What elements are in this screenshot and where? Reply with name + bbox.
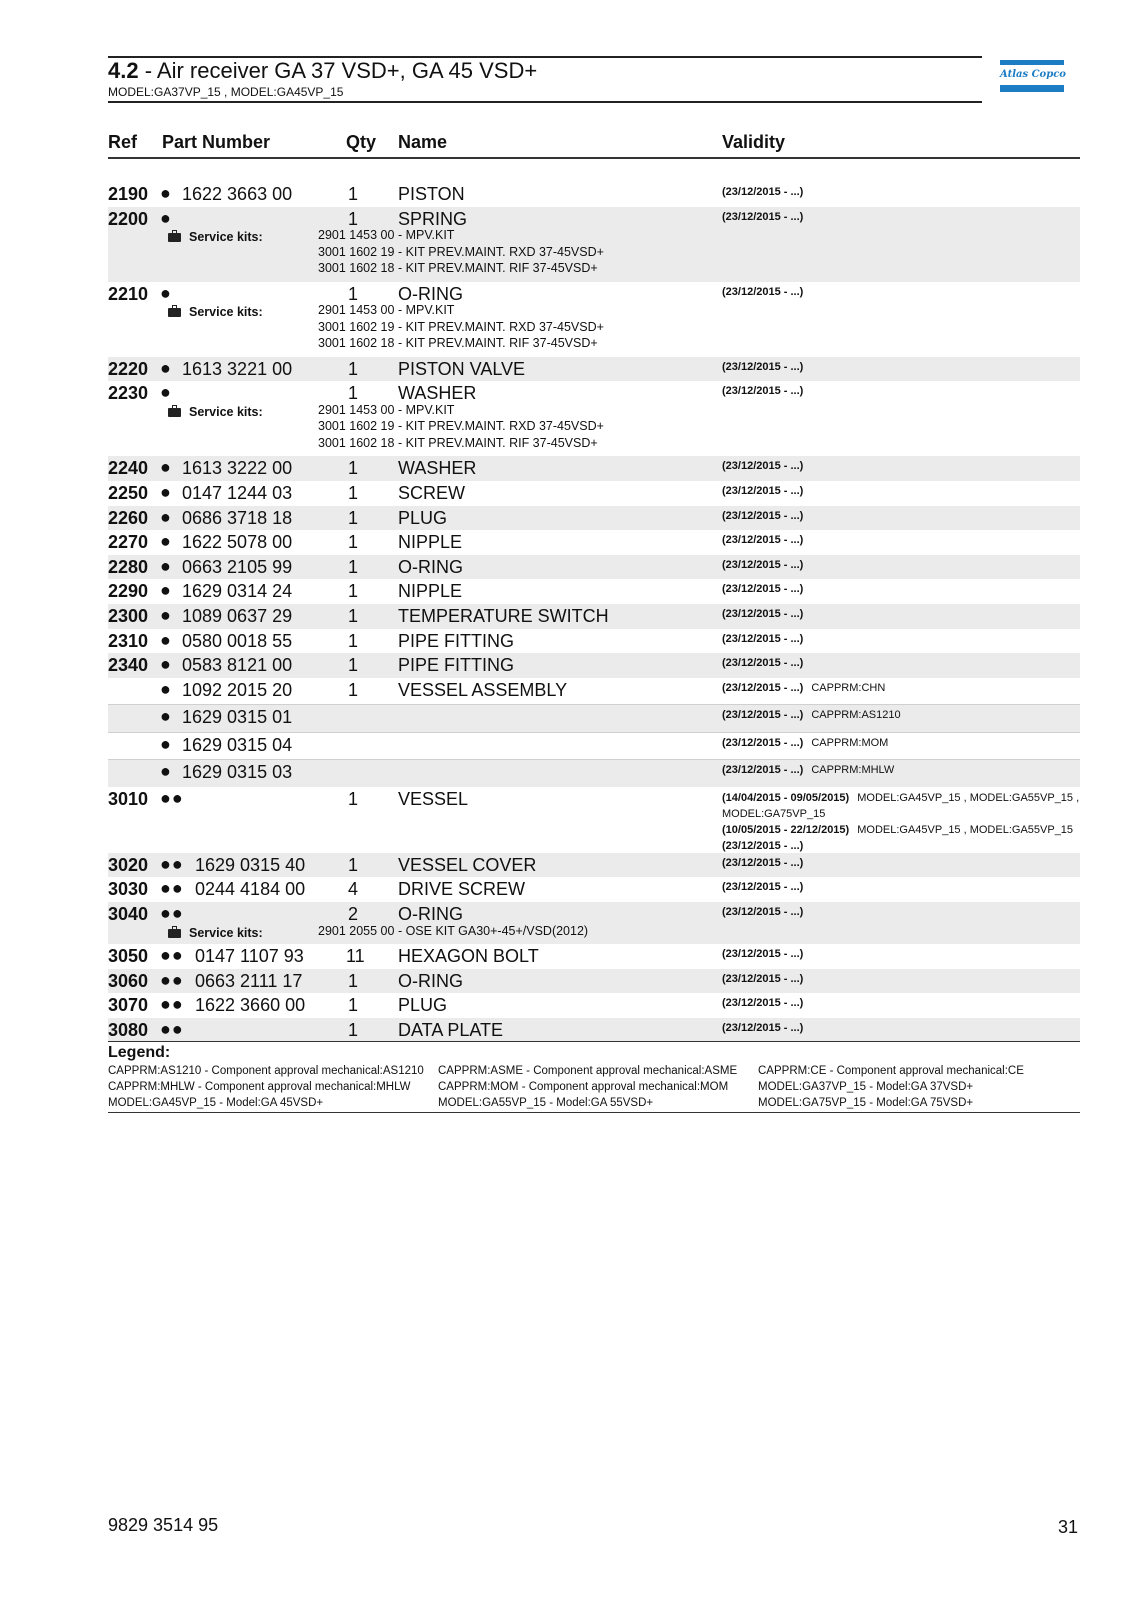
column-header-name: Name	[398, 132, 448, 152]
ref-number: 2290	[108, 581, 149, 602]
level-dots: ●	[160, 733, 172, 754]
quantity: 1	[347, 630, 358, 651]
column-header-ref: Ref	[108, 132, 138, 152]
part-name: O-RING	[398, 904, 463, 924]
ref-number: 3010	[108, 788, 149, 809]
part-name: WASHER	[398, 458, 477, 479]
level-dots: ●	[160, 382, 172, 403]
column-header-qty: Qty	[346, 132, 377, 152]
level-dots: ●	[160, 605, 172, 626]
service-kit-item: 2901 1453 00 - MPV.KIT	[318, 303, 455, 318]
table-row	[108, 629, 1080, 654]
legend-item: CAPPRM:CE - Component approval mechanical:CE	[758, 1065, 1024, 1077]
level-dots: ●	[160, 457, 172, 478]
validity	[722, 947, 803, 961]
ref-number: 3050	[108, 946, 149, 967]
validity	[722, 972, 803, 986]
ref-number: 2210	[108, 283, 149, 304]
service-kit-item: 2901 1453 00 - MPV.KIT	[318, 228, 455, 243]
part-number: 0147 1107 93	[195, 946, 304, 967]
part-name: PISTON	[398, 184, 465, 204]
briefcase-icon	[168, 929, 181, 938]
table-row	[108, 1018, 1080, 1043]
validity-line	[722, 838, 1080, 854]
ref-number: 2240	[108, 458, 149, 479]
ref-number: 3060	[108, 970, 149, 991]
table-row	[108, 877, 1080, 902]
part-name: DRIVE SCREW	[398, 879, 526, 900]
table-row	[108, 653, 1080, 678]
validity	[722, 285, 803, 299]
quantity: 1	[347, 458, 358, 479]
part-number: 1622 5078 00	[182, 532, 293, 553]
part-number: 1629 0314 24	[182, 581, 293, 602]
level-dots: ●	[160, 183, 172, 203]
quantity: 1	[347, 358, 358, 379]
part-name: O-RING	[398, 283, 463, 304]
atlas-copco-logo	[1000, 60, 1064, 96]
level-dots: ●	[160, 761, 172, 782]
quantity: 1	[347, 532, 358, 553]
validity-date: (23/12/2015 - ...)	[722, 360, 804, 373]
quantity: 1	[347, 679, 358, 700]
validity	[722, 1021, 803, 1035]
part-number: 0147 1244 03	[182, 483, 293, 504]
validity-date: (23/12/2015 - ...)	[722, 632, 804, 645]
part-number: 0663 2105 99	[182, 556, 293, 577]
level-dots: ●●	[160, 853, 184, 874]
quantity: 1	[347, 208, 358, 229]
legend-item: CAPPRM:ASME - Component approval mechanical:ASME	[438, 1065, 738, 1077]
ref-number: 2280	[108, 556, 149, 577]
logo-bar-top	[1000, 60, 1064, 65]
service-kit-item: 3001 1602 19 - KIT PREV.MAINT. RXD 37-45VSD+	[318, 319, 604, 334]
quantity: 1	[347, 507, 358, 528]
service-kit-item: 3001 1602 19 - KIT PREV.MAINT. RXD 37-45VSD+	[318, 419, 604, 434]
validity	[722, 360, 803, 374]
validity	[722, 484, 803, 498]
level-dots: ●●	[160, 878, 184, 899]
ref-number: 3040	[108, 904, 149, 924]
quantity: 1	[347, 483, 358, 504]
table-row	[108, 902, 1080, 944]
legend-item: CAPPRM:MOM - Component approval mechanical:MOM	[438, 1081, 729, 1093]
part-name: PLUG	[398, 995, 448, 1016]
column-header-part-number: Part Number	[162, 132, 271, 152]
legend-item: MODEL:GA45VP_15 - Model:GA 45VSD+	[108, 1097, 324, 1109]
validity-date: (23/12/2015 - ...)	[722, 210, 804, 223]
level-dots: ●	[160, 678, 172, 699]
service-kit-item: 2901 1453 00 - MPV.KIT	[318, 402, 455, 417]
table-row	[108, 853, 1080, 878]
part-name: DATA PLATE	[398, 1019, 504, 1040]
part-name: NIPPLE	[398, 532, 463, 553]
quantity: 1	[347, 854, 358, 875]
validity-date: (23/12/2015 - ...)	[722, 681, 804, 694]
validity-date: (23/12/2015 - ...)	[722, 186, 804, 198]
ref-number: 2250	[108, 483, 149, 504]
part-name: VESSEL	[398, 788, 469, 809]
service-kit-item: 3001 1602 18 - KIT PREV.MAINT. RIF 37-45VSD+	[318, 336, 598, 351]
quantity: 2	[347, 904, 358, 924]
legend-item: MODEL:GA37VP_15 - Model:GA 37VSD+	[758, 1081, 974, 1093]
service-kits-text: Service kits:	[189, 404, 263, 419]
ref-number: 2300	[108, 606, 149, 627]
quantity: 4	[347, 879, 358, 900]
validity-date: (10/05/2015 - 22/12/2015)	[722, 823, 850, 836]
quantity: 1	[347, 184, 358, 204]
service-kits-text: Service kits:	[189, 925, 263, 940]
briefcase-icon	[168, 408, 181, 417]
legend-rule-top	[108, 1041, 1080, 1042]
legend-item: CAPPRM:MHLW - Component approval mechanical:MHLW	[108, 1081, 411, 1093]
validity-date: (23/12/2015 - ...)	[722, 736, 804, 749]
ref-number: 2230	[108, 383, 149, 404]
approval-code: CAPPRM:MOM	[811, 736, 889, 749]
ref-number: 3020	[108, 854, 149, 875]
part-name: PISTON VALVE	[398, 358, 526, 379]
part-name: SCREW	[398, 483, 465, 504]
table-header-rule	[108, 157, 1080, 159]
legend-item: CAPPRM:AS1210 - Component approval mechanical:AS1210	[108, 1065, 424, 1077]
validity-date: (23/12/2015 - ...)	[722, 509, 804, 522]
part-name: VESSEL ASSEMBLY	[398, 679, 568, 700]
validity-date: (23/12/2015 - ...)	[722, 839, 804, 852]
validity	[722, 582, 803, 596]
table-row	[108, 678, 1080, 706]
level-dots: ●	[160, 531, 172, 552]
quantity: 1	[347, 655, 358, 676]
part-number: 1629 0315 03	[182, 762, 293, 783]
level-dots: ●●	[160, 969, 184, 990]
legend-rule-bottom	[108, 1112, 1080, 1113]
part-number: 1622 3663 00	[182, 184, 293, 204]
briefcase-icon	[168, 233, 181, 242]
part-name: PLUG	[398, 507, 448, 528]
ref-number: 2200	[108, 208, 149, 229]
service-kits-label	[168, 229, 263, 245]
table-row	[108, 182, 1080, 207]
validity	[722, 656, 803, 670]
quantity: 1	[347, 283, 358, 304]
validity-date: (23/12/2015 - ...)	[722, 385, 804, 398]
approval-code: CAPPRM:CHN	[811, 681, 886, 694]
part-number: 1092 2015 20	[182, 679, 293, 700]
validity	[722, 996, 803, 1010]
ref-number: 3070	[108, 995, 149, 1016]
level-dots: ●	[160, 654, 172, 675]
logo-bar-bottom	[1000, 85, 1064, 92]
table-row	[108, 969, 1080, 994]
validity-date: (14/04/2015 - 09/05/2015)	[722, 791, 850, 804]
part-number: 0580 0018 55	[182, 630, 293, 651]
validity-date: (23/12/2015 - ...)	[722, 972, 804, 985]
part-name: O-RING	[398, 556, 463, 577]
table-row	[108, 282, 1080, 357]
level-dots: ●	[160, 282, 172, 303]
logo-text: Atlas Copco	[1000, 69, 1066, 80]
ref-number: 2270	[108, 532, 149, 553]
ref-number: 2310	[108, 630, 149, 651]
part-number: 0583 8121 00	[182, 655, 293, 676]
part-name: VESSEL COVER	[398, 854, 537, 875]
table-row	[108, 579, 1080, 604]
validity-date: (23/12/2015 - ...)	[722, 764, 804, 777]
level-dots: ●●	[160, 903, 184, 923]
level-dots: ●●	[160, 994, 184, 1015]
validity-date: (23/12/2015 - ...)	[722, 997, 804, 1010]
part-name: WASHER	[398, 383, 477, 404]
validity	[722, 607, 803, 621]
table-row	[108, 456, 1080, 481]
validity-date: (23/12/2015 - ...)	[722, 583, 804, 596]
header-rule-bottom	[108, 101, 982, 103]
part-number: 1613 3222 00	[182, 458, 293, 479]
ref-number: 3080	[108, 1019, 149, 1040]
part-number: 0686 3718 18	[182, 507, 293, 528]
table-row	[108, 787, 1080, 853]
table-row	[108, 705, 1080, 733]
validity-date: (23/12/2015 - ...)	[722, 485, 804, 498]
service-kits-text: Service kits:	[189, 305, 263, 320]
section-number: 4.2	[108, 58, 139, 83]
legend-title: Legend:	[108, 1044, 171, 1061]
table-row	[108, 733, 1080, 761]
service-kits-label	[168, 404, 263, 420]
level-dots: ●	[160, 706, 172, 727]
validity-date: (23/12/2015 - ...)	[722, 657, 804, 670]
legend-item: MODEL:GA55VP_15 - Model:GA 55VSD+	[438, 1097, 654, 1109]
service-kit-item: 3001 1602 18 - KIT PREV.MAINT. RIF 37-45VSD+	[318, 261, 598, 276]
quantity: 1	[347, 970, 358, 991]
table-row	[108, 530, 1080, 555]
validity	[722, 708, 901, 722]
part-number: 1629 0315 40	[195, 854, 306, 875]
document-number: 9829 3514 95	[108, 1515, 219, 1535]
part-name: TEMPERATURE SWITCH	[398, 606, 609, 627]
validity-models: MODEL:GA75VP_15	[722, 807, 826, 820]
table-row	[108, 944, 1080, 969]
service-kits-text: Service kits:	[189, 230, 263, 245]
validity	[722, 632, 803, 646]
validity-date: (23/12/2015 - ...)	[722, 460, 804, 473]
part-name: SPRING	[398, 208, 468, 229]
validity-line	[722, 790, 1080, 806]
validity	[722, 210, 803, 224]
part-name: PIPE FITTING	[398, 655, 515, 676]
page-title	[108, 58, 537, 84]
validity-date: (23/12/2015 - ...)	[722, 608, 804, 621]
level-dots: ●	[160, 357, 172, 378]
part-number: 1089 0637 29	[182, 606, 293, 627]
part-name: PIPE FITTING	[398, 630, 515, 651]
quantity: 1	[347, 995, 358, 1016]
level-dots: ●	[160, 482, 172, 503]
level-dots: ●	[160, 207, 172, 228]
validity-models: MODEL:GA45VP_15 , MODEL:GA55VP_15	[857, 823, 1074, 836]
quantity: 11	[346, 946, 365, 967]
validity	[722, 880, 803, 894]
validity-date: (23/12/2015 - ...)	[722, 906, 804, 918]
service-kit-item: 3001 1602 18 - KIT PREV.MAINT. RIF 37-45VSD+	[318, 435, 598, 450]
service-kits-label	[168, 304, 263, 320]
quantity: 1	[347, 581, 358, 602]
parts-table	[108, 182, 1080, 1042]
level-dots: ●	[160, 506, 172, 527]
model-list: MODEL:GA37VP_15 , MODEL:GA45VP_15	[108, 85, 344, 99]
validity	[722, 681, 885, 695]
validity-date: (23/12/2015 - ...)	[722, 558, 804, 571]
validity-line	[722, 822, 1080, 838]
ref-number: 3030	[108, 879, 149, 900]
service-kits-label	[168, 925, 263, 941]
validity	[722, 509, 803, 523]
briefcase-icon	[168, 308, 181, 317]
validity-date: (23/12/2015 - ...)	[722, 881, 804, 894]
part-name: NIPPLE	[398, 581, 463, 602]
validity-models: MODEL:GA45VP_15 , MODEL:GA55VP_15 ,	[857, 791, 1080, 804]
approval-code: CAPPRM:AS1210	[811, 709, 901, 722]
service-kit-item: 3001 1602 19 - KIT PREV.MAINT. RXD 37-45VSD+	[318, 244, 604, 259]
level-dots: ●	[160, 580, 172, 601]
validity	[722, 856, 803, 870]
quantity: 1	[347, 383, 358, 404]
validity-line	[722, 806, 1080, 822]
part-number: 1622 3660 00	[195, 995, 306, 1016]
level-dots: ●●	[160, 945, 184, 966]
quantity: 1	[347, 788, 358, 809]
page-number: 31	[1058, 1517, 1079, 1537]
validity-block	[722, 790, 1080, 854]
validity-date: (23/12/2015 - ...)	[722, 948, 804, 961]
part-number: 1613 3221 00	[182, 358, 293, 379]
validity	[722, 558, 803, 572]
validity	[722, 533, 803, 547]
quantity: 1	[347, 1019, 358, 1040]
part-number: 1629 0315 01	[182, 707, 293, 728]
level-dots: ●	[160, 629, 172, 650]
validity	[722, 459, 803, 473]
ref-number: 2340	[108, 655, 149, 676]
table-row	[108, 604, 1080, 629]
legend-item: MODEL:GA75VP_15 - Model:GA 75VSD+	[758, 1097, 974, 1109]
ref-number: 2260	[108, 507, 149, 528]
part-number: 1629 0315 04	[182, 734, 293, 755]
validity	[722, 763, 894, 777]
ref-number: 2190	[108, 184, 149, 204]
validity	[722, 384, 803, 398]
validity	[722, 736, 888, 750]
table-row	[108, 760, 1080, 787]
part-number: 0244 4184 00	[195, 879, 306, 900]
quantity: 1	[347, 606, 358, 627]
validity-date: (23/12/2015 - ...)	[722, 709, 804, 722]
table-row	[108, 207, 1080, 282]
quantity: 1	[347, 556, 358, 577]
approval-code: CAPPRM:MHLW	[811, 764, 895, 777]
validity	[722, 185, 803, 199]
table-row	[108, 381, 1080, 456]
level-dots: ●●	[160, 1018, 184, 1039]
section-title: - Air receiver GA 37 VSD+, GA 45 VSD+	[138, 58, 538, 83]
part-number: 0663 2111 17	[195, 970, 303, 991]
validity	[722, 905, 803, 919]
ref-number: 2220	[108, 358, 149, 379]
validity-date: (23/12/2015 - ...)	[722, 285, 804, 298]
validity-date: (23/12/2015 - ...)	[722, 1021, 804, 1034]
part-name: O-RING	[398, 970, 463, 991]
level-dots: ●	[160, 555, 172, 576]
service-kit-item: 2901 2055 00 - OSE KIT GA30+-45+/VSD(2012)	[318, 923, 589, 938]
table-row	[108, 555, 1080, 580]
table-row	[108, 357, 1080, 382]
table-row	[108, 993, 1080, 1018]
table-row	[108, 506, 1080, 531]
part-name: HEXAGON BOLT	[398, 946, 539, 967]
level-dots: ●●	[160, 787, 184, 808]
validity-date: (23/12/2015 - ...)	[722, 534, 804, 547]
table-row	[108, 481, 1080, 506]
validity-date: (23/12/2015 - ...)	[722, 856, 804, 869]
column-header-validity: Validity	[722, 132, 786, 152]
